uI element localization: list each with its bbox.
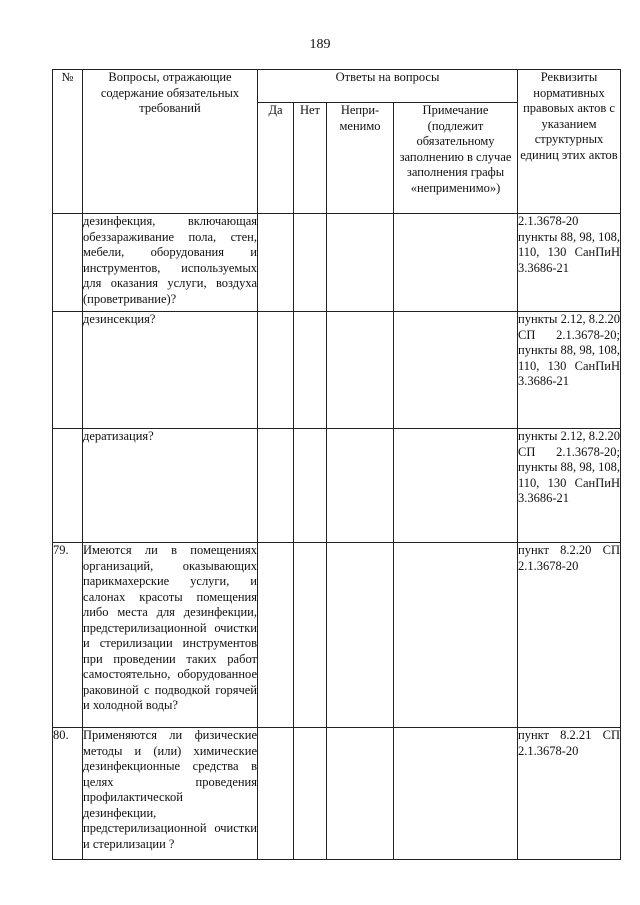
header-answers: Ответы на вопросы [258, 70, 518, 103]
row-number: 80. [53, 728, 83, 860]
table-row [53, 214, 621, 312]
row-requisites: 2.1.3678-20 пункты 88, 98, 108, 110, 130 СанПиН 3.3686-21 [518, 214, 621, 312]
table-row [53, 543, 621, 728]
note-cell[interactable] [394, 429, 518, 543]
row-number [53, 214, 83, 312]
answer-na-cell[interactable] [327, 214, 394, 312]
row-question: дезинсекция? [83, 312, 258, 429]
row-question: дератизация? [83, 429, 258, 543]
answer-no-cell[interactable] [294, 543, 327, 728]
row-number [53, 429, 83, 543]
checklist-table [52, 69, 621, 860]
header-questions: Вопросы, отражающие содержание обязательных требований [83, 70, 258, 214]
answer-yes-cell[interactable] [258, 728, 294, 860]
header-no: Нет [294, 103, 327, 214]
row-question: Имеются ли в помещениях организаций, оказывающих парикмахерские услуги, и салонах красоты помещения либо места для дезинфекции, предстерилизационной очистки и стерилизации инструментов при проведении таких работ самостоятельно, оборудованное раковиной с подводкой горячей и холодной воды? [83, 543, 258, 728]
row-number [53, 312, 83, 429]
header-num: № [53, 70, 83, 214]
table-row [53, 312, 621, 429]
row-requisites: пункт 8.2.20 СП 2.1.3678-20 [518, 543, 621, 728]
row-question: Применяются ли физические методы и (или) химические дезинфекционные средства в целях проведения профилактической дезинфекции, предстерилизационной очистки и стерилизации ? [83, 728, 258, 860]
answer-na-cell[interactable] [327, 543, 394, 728]
answer-yes-cell[interactable] [258, 543, 294, 728]
answer-yes-cell[interactable] [258, 429, 294, 543]
row-question: дезинфекция, включающая обеззараживание пола, стен, мебели, оборудования и инструментов, используемых для оказания услуги, воздуха (проветривание)? [83, 214, 258, 312]
table-row [53, 429, 621, 543]
note-cell[interactable] [394, 543, 518, 728]
header-yes: Да [258, 103, 294, 214]
header-not-applicable: Непри-менимо [327, 103, 394, 214]
row-requisites: пункт 8.2.21 СП 2.1.3678-20 [518, 728, 621, 860]
note-cell[interactable] [394, 312, 518, 429]
row-number: 79. [53, 543, 83, 728]
row-requisites: пункты 2.12, 8.2.20 СП 2.1.3678-20; пункты 88, 98, 108, 110, 130 СанПиН 3.3686-21 [518, 429, 621, 543]
answer-no-cell[interactable] [294, 429, 327, 543]
note-cell[interactable] [394, 728, 518, 860]
header-requisites: Реквизиты нормативных правовых актов с указанием структурных единиц этих актов [518, 70, 621, 214]
answer-yes-cell[interactable] [258, 214, 294, 312]
row-requisites: пункты 2.12, 8.2.20 СП 2.1.3678-20; пункты 88, 98, 108, 110, 130 СанПиН 3.3686-21 [518, 312, 621, 429]
answer-no-cell[interactable] [294, 728, 327, 860]
page-number: 189 [309, 37, 331, 52]
answer-na-cell[interactable] [327, 429, 394, 543]
note-cell[interactable] [394, 214, 518, 312]
answer-no-cell[interactable] [294, 312, 327, 429]
answer-no-cell[interactable] [294, 214, 327, 312]
answer-yes-cell[interactable] [258, 312, 294, 429]
header-note: Примечание (подлежит обязательному заполнению в случае заполнения графы «неприменимо») [394, 103, 518, 214]
answer-na-cell[interactable] [327, 728, 394, 860]
table-row [53, 728, 621, 860]
answer-na-cell[interactable] [327, 312, 394, 429]
